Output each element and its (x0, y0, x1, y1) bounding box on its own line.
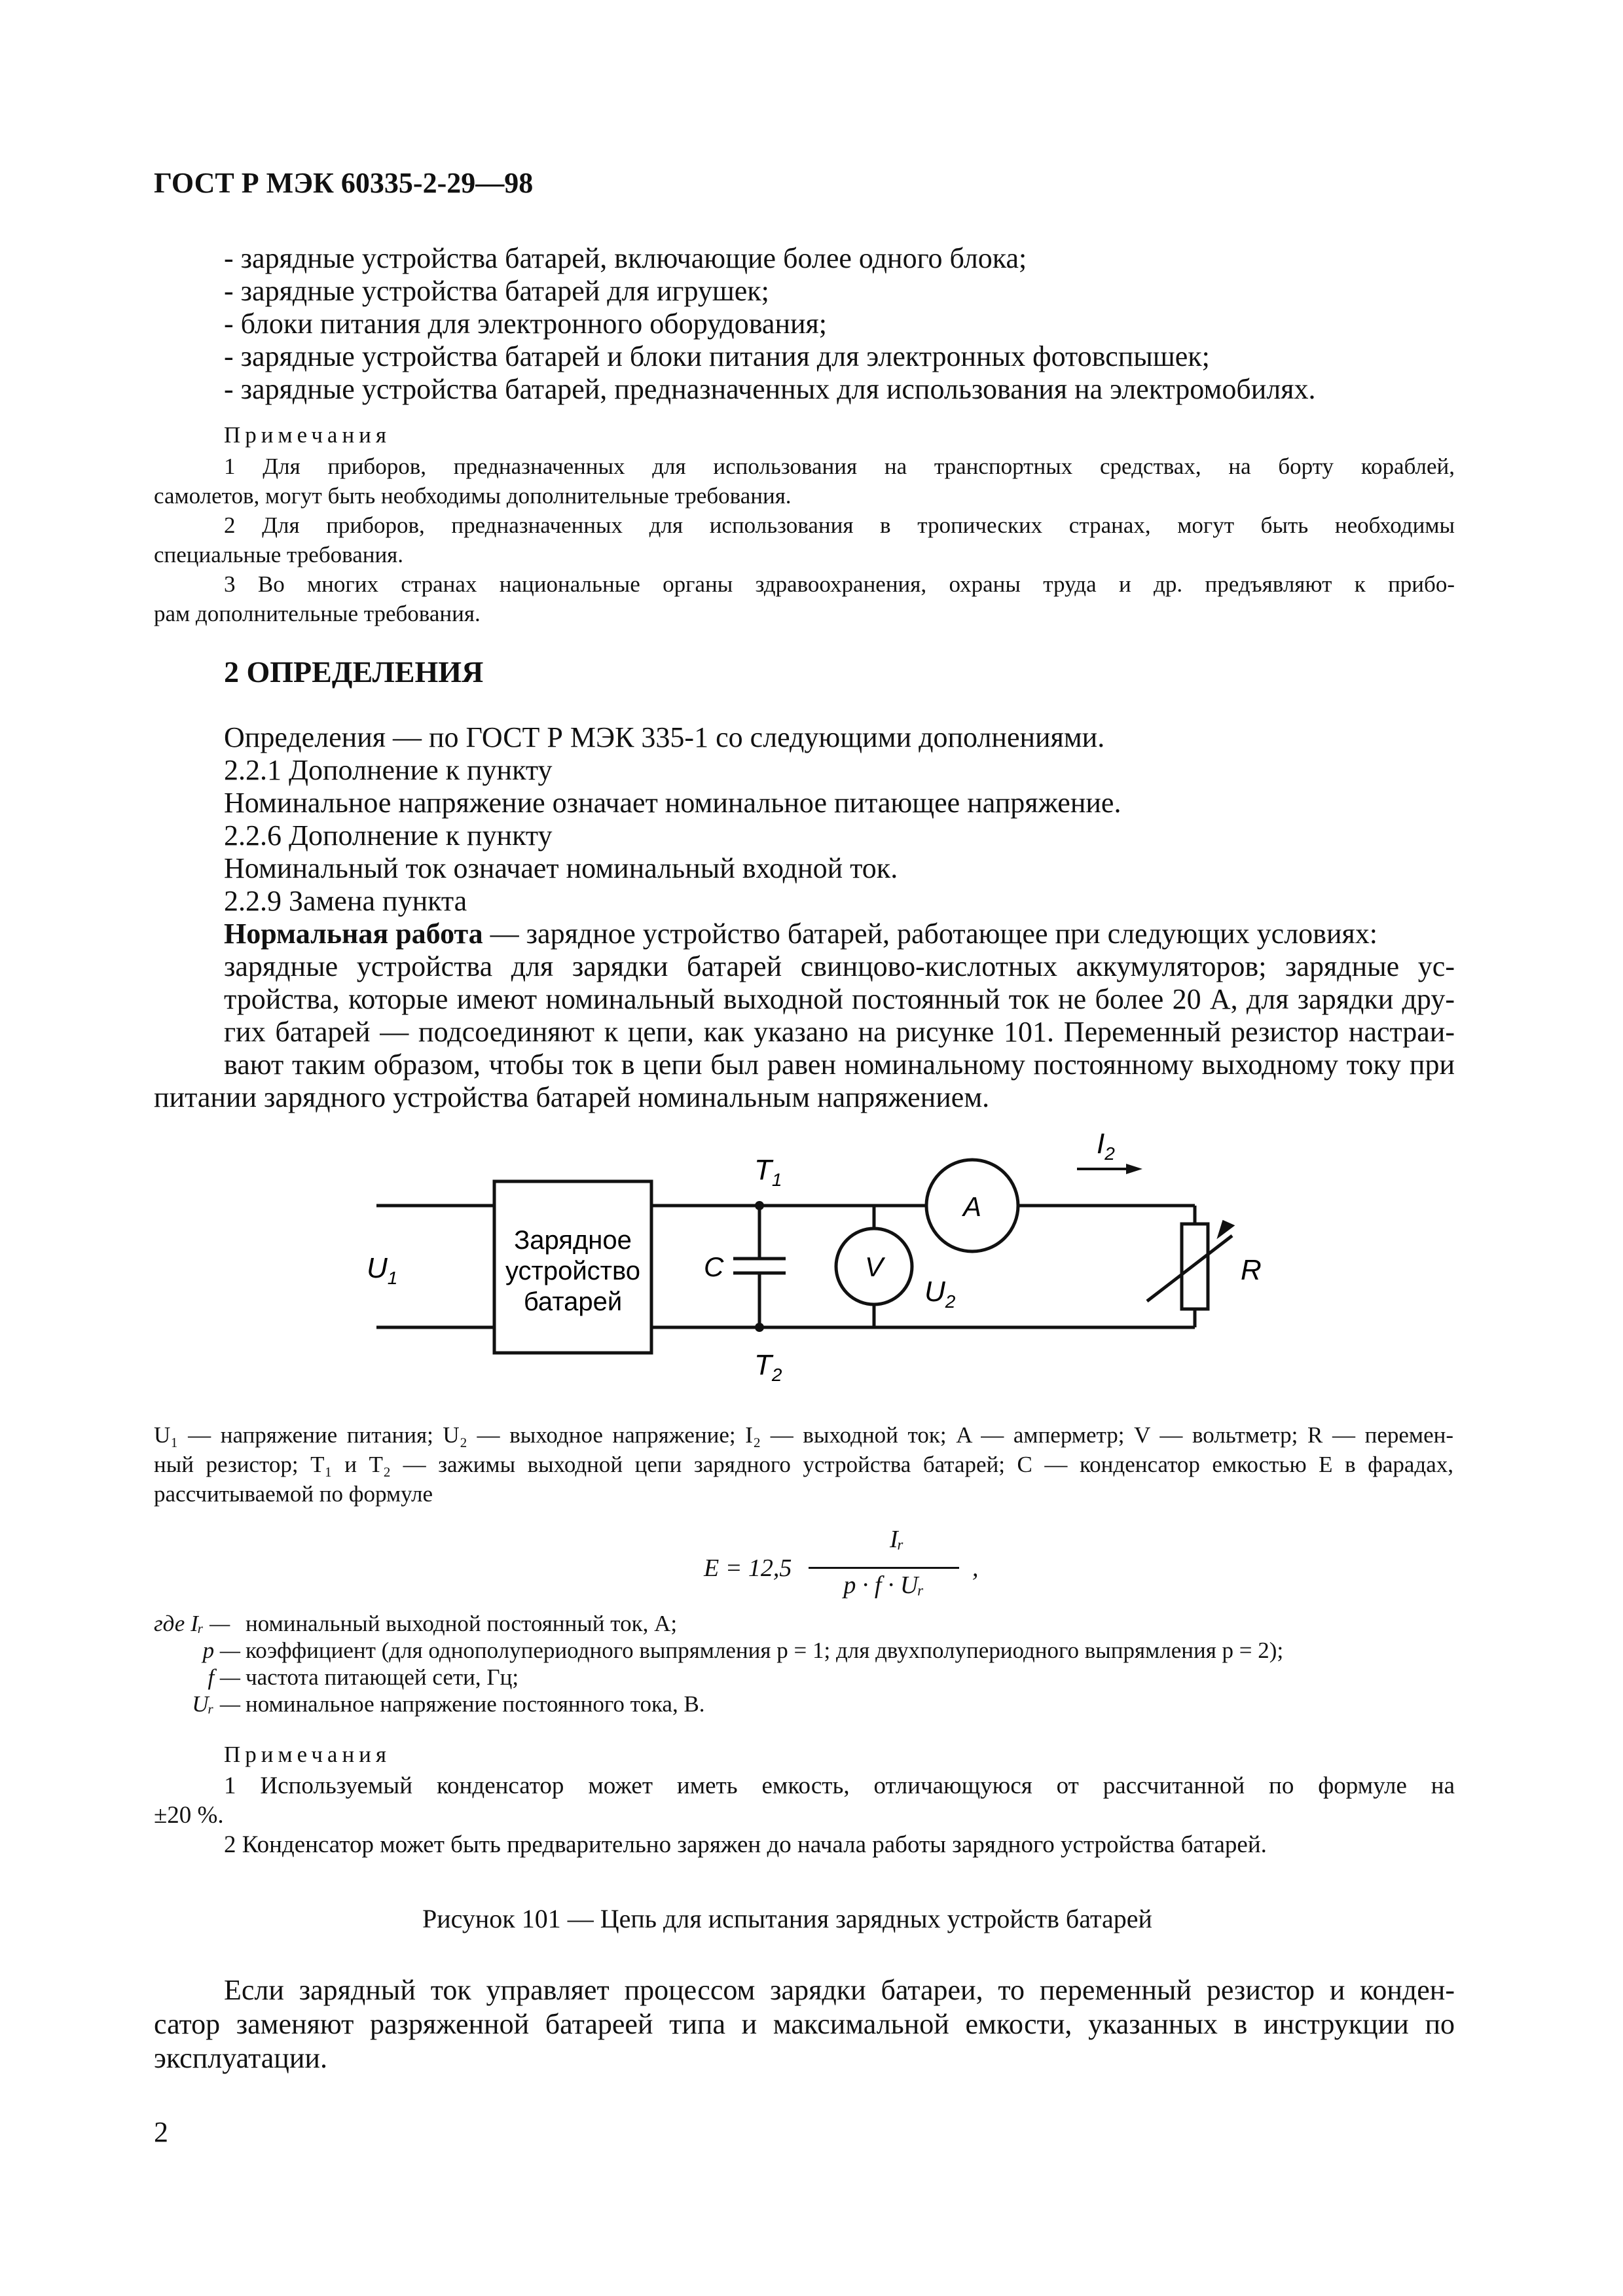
definition-line: 2.2.6 Дополнение к пункту (224, 819, 553, 852)
note-line: 1 Используемый конденсатор может иметь емкость, отличающуюся от рассчитанной по формуле на (224, 1772, 1455, 1799)
label-a: A (962, 1191, 982, 1222)
formula-numerator: Iᵣ (889, 1526, 904, 1553)
note-line: 3 Во многих странах национальные органы здравоохранения, охраны труда и др. предъявляют к прибо- (224, 571, 1455, 597)
circuit-diagram (367, 1132, 1349, 1407)
legend-line: рассчитываемой по формуле (154, 1481, 433, 1507)
variable-row: p — коэффициент (для однополупериодного выпрямления p = 1; для двухполупериодного выпрямления p = 2); (202, 1638, 1284, 1663)
variable-row: Uᵣ — номинальное напряжение постоянного тока, В. (192, 1691, 705, 1717)
label-u2: $U_2$ (924, 1276, 956, 1312)
final-paragraph-line: сатор заменяют разряженной батареей типа и максимальной емкости, указанных в инструкции по (154, 2008, 1455, 2040)
formula-denominator: p · f · Uᵣ (843, 1571, 924, 1599)
label-u1: $U_1$ (367, 1252, 398, 1288)
label-t1: $T_1$ (754, 1154, 782, 1190)
list-item: - зарядные устройства батарей, включающие более одного блока; (224, 242, 1027, 274)
charger-label-line1: Зарядное (514, 1226, 632, 1255)
list-item: - зарядные устройства батарей, предназначенных для использования на электромобилях. (224, 373, 1316, 405)
charger-label-line2: устройство (505, 1257, 641, 1285)
legend-line: ный резистор; T₁ и T₂ — зажимы выходной цепи зарядного устройства батарей; C — конденсатор емкостью E в фарадах, (154, 1452, 1453, 1477)
paragraph-line: зарядные устройства для зарядки батарей свинцово-кислотных аккумуляторов; зарядные ус- (224, 950, 1455, 982)
definitions (224, 721, 1377, 950)
note-line: ±20 %. (154, 1802, 224, 1829)
paragraph-line: питании зарядного устройства батарей номинальным напряжением. (154, 1081, 990, 1113)
final-paragraph-line: эксплуатации. (154, 2042, 327, 2074)
charger-label-line3: батарей (523, 1287, 623, 1316)
note-line: 2 Конденсатор может быть предварительно заряжен до начала работы зарядного устройства батарей. (224, 1831, 1267, 1858)
list-item: - зарядные устройства батарей и блоки питания для электронных фотовспышек; (224, 340, 1210, 372)
normal-operation-term: Нормальная работа (224, 918, 483, 950)
normal-operation-text: — зарядное устройство батарей, работающее при следующих условиях: (483, 918, 1377, 950)
list-item: - блоки питания для электронного оборудования; (224, 308, 828, 340)
label-i2: $I_2$ (1097, 1132, 1115, 1164)
label-r: R (1241, 1254, 1262, 1286)
definition-line: 2.2.1 Дополнение к пункту (224, 754, 553, 786)
figure-caption: Рисунок 101 — Цепь для испытания зарядных устройств батарей (422, 1904, 1152, 1933)
variable-row: f — частота питающей сети, Гц; (208, 1664, 519, 1690)
scope-list (224, 242, 1315, 406)
node-dot (755, 1323, 764, 1332)
definition-line: 2.2.9 Замена пункта (224, 885, 467, 917)
definition-line: Номинальный ток означает номинальный входной ток. (224, 852, 898, 884)
normal-operation-paragraph (224, 950, 1455, 1081)
page-number: 2 (154, 2116, 168, 2148)
formula-lhs: E = 12,5 (704, 1554, 792, 1582)
note-line: рам дополнительные требования. (154, 601, 481, 626)
paragraph-line: вают таким образом, чтобы ток в цепи был равен номинальному постоянному выходному току при (224, 1049, 1455, 1081)
formula-comma: , (972, 1554, 979, 1582)
node-dot (755, 1201, 764, 1210)
section-title: 2 ОПРЕДЕЛЕНИЯ (224, 655, 484, 689)
variable-row: где Iᵣ — номинальный выходной постоянный ток, А; (154, 1611, 678, 1636)
normal-operation-line (224, 918, 1377, 950)
note-line: 2 Для приборов, предназначенных для использования в тропических странах, могут быть необходимы (224, 512, 1455, 538)
legend-line: U₁ — напряжение питания; U₂ — выходное напряжение; I₂ — выходной ток; A — амперметр; V — вольтметр; R — перемен- (154, 1422, 1453, 1448)
note-line: специальные требования. (154, 542, 404, 567)
definition-line: Определения — по ГОСТ Р МЭК 335-1 со следующими дополнениями. (224, 721, 1105, 753)
formula-fraction-bar (809, 1567, 959, 1569)
notes-title: Примечания (224, 422, 392, 448)
definition-line: Номинальное напряжение означает номинальное питающее напряжение. (224, 787, 1122, 819)
formula-variables (154, 1610, 1283, 1717)
paragraph-line: гих батарей — подсоединяют к цепи, как указано на рисунке 101. Переменный резистор настраи- (224, 1016, 1455, 1048)
notes-title: Примечания (224, 1742, 392, 1767)
label-c: C (704, 1251, 724, 1282)
note-line: 1 Для приборов, предназначенных для использования на транспортных средствах, на борту кораблей, (224, 454, 1455, 479)
current-arrow-head (1126, 1164, 1142, 1174)
list-item: - зарядные устройства батарей для игрушек; (224, 275, 769, 307)
note-line: самолетов, могут быть необходимы дополнительные требования. (154, 483, 792, 509)
label-t2: $T_2$ (754, 1349, 782, 1385)
figure-legend (154, 1420, 1453, 1509)
paragraph-line: тройства, которые имеют номинальный выходной постоянный ток не более 20 А, для зарядки дру- (224, 983, 1455, 1015)
label-v: V (864, 1251, 884, 1282)
resistor-adjust-arrow (1147, 1236, 1232, 1301)
document-header: ГОСТ Р МЭК 60335-2-29—98 (154, 167, 534, 199)
final-paragraph-line: Если зарядный ток управляет процессом зарядки батареи, то переменный резистор и конден- (224, 1974, 1455, 2006)
